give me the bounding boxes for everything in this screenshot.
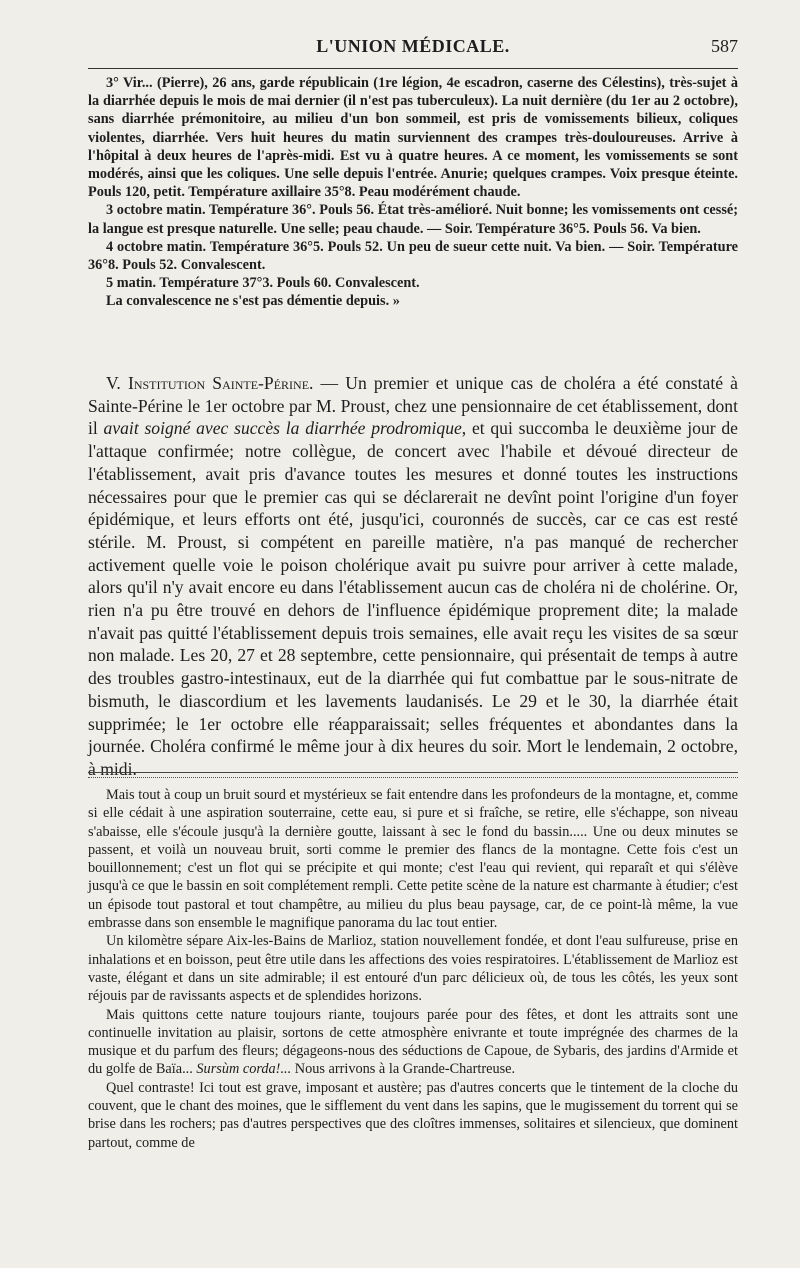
institution-text-cont: , et qui succomba le deuxième jour de l'attaque confirmée; notre collègue, de concert avec l'habile et dévoué directeur de l'établissement, avait pris d'avance toutes les mesures et donné toutes les instructions nécessaires pour que le premier cas qui se déclarerait ne devînt point l'origine d'un foyer épidémique, et leurs efforts ont été, jusqu'ici, couronnés de succès, car ce cas est resté stérile. M. Proust, si compétent en pareille matière, n'a pas manqué de rechercher activement quelle voie le poison cholérique avait pu suivre pour arriver à cette malade, alors qu'il n'y avait encore eu dans l'établissement aucun cas de choléra ni de cholérine. Or, rien n'a pu être trouvé en dehors de l'influence épidémique proprement dite; la malade n'avait pas quitté l'établissement depuis trois semaines, elle avait reçu les visites de sa sœur non malade. Les 20, 27 et 28 septembre, cette pensionnaire, qui présentait de temps à autre des troubles gastro-intestinaux, eut de la diarrhée qui fut combattue par le sous-nitrate de bismuth, le diascordium et les lavements laudanisés. Le 29 et le 30, la diarrhée était supprimée; le 1er octobre elle réapparaissait; selles fréquentes et abondantes dans la journée. Choléra confirmé le même jour à dix heures du soir. Mort le lendemain, 2 octobre, à midi. xyxy=(88,418,738,779)
case-paragraph: La convalescence ne s'est pas démentie depuis. » xyxy=(106,293,400,310)
institution-paragraph xyxy=(88,372,738,781)
case-paragraph: 3° Vir... (Pierre), 26 ans, garde républicain (1re légion, 4e escadron, caserne des Célestins), très-sujet à la diarrhée depuis le mois de mai dernier (il n'est pas tuberculeux). La nuit dernière (du 1er au 2 octobre), sans diarrhée prémonitoire, au milieu d'un bon sommeil, est pris de vomissements bilieux, coliques violentes, diarrhée. Vers huit heures du matin surviennent des crampes très-douloureuses. Arrive à l'hôpital à deux heures de l'après-midi. Est vu à quatre heures. A ce moment, les vomissements se sont modérés, ainsi que les coliques. Une selle depuis l'entrée. Anurie; quelques crampes. Voix presque éteinte. Pouls 120, petit. Température axillaire 35°8. Peau modérément chaude. xyxy=(88,75,738,201)
feuilleton xyxy=(88,786,738,1152)
institution-heading: V. Institution Sainte-Périne. xyxy=(106,373,314,393)
page-number: 587 xyxy=(711,36,738,56)
page-header xyxy=(88,36,738,66)
feuilleton-paragraph: Un kilomètre sépare Aix-les-Bains de Marlioz, station nouvellement fondée, et dont l'eau sulfureuse, prise en inhalations et en boisson, peut être utile dans les affections des voies respiratoires. L'établissement de Marlioz est vaste, élégant et dans un site admirable; il est entouré d'un parc délicieux où, de tous les côtés, les yeux sont réjouis par de ravissants aspects et de splendides horizons. xyxy=(88,933,738,1005)
feuilleton-paragraph: Mais tout à coup un bruit sourd et mystérieux se fait entendre dans les profondeurs de la montagne, et, comme si elle cédait à une aspiration souterraine, cette eau, si pure et si fraîche, se retire, elle s'échappe, son niveau s'abaisse, elle s'écoule jusqu'à la dernière goutte, laissant à sec le fond du bassin..... Une ou deux minutes se passent, et voilà un nouveau bruit, sorti comme le premier des flancs de la montagne. Cette fois c'est un bouillonnement; c'est un flot qui se précipite et qui monte; c'est l'eau qui revient, qui reparaît et qui s'élève jusqu'à ce que le bassin en soit complétement rempli. Cette petite scène de la nature est charmante à étudier; c'est un épisode tout pastoral et tout champêtre, au milieu du plus beau paysage, car, de ce point-là même, la vue embrasse dans son ensemble le magnifique panorama du lac tout entier. xyxy=(88,787,738,932)
journal-title: L'UNION MÉDICALE. xyxy=(316,36,510,56)
feuilleton-text: Mais quittons cette nature toujours riante, toujours parée pour des fêtes, et dont les attraits sont une continuelle invitation au plaisir, sortons de cette atmosphère enivrante et toute imprégnée des charmes de la musique et du parfum des fleurs; dégageons-nous des séductions de Capoue, de Sybaris, des jardins d'Armide et du golfe de Baïa... xyxy=(88,1006,738,1078)
case-paragraph: 4 octobre matin. Température 36°5. Pouls 52. Un peu de sueur cette nuit. Va bien. — Soir. Température 36°8. Pouls 52. Convalescent. xyxy=(88,238,738,274)
header-rule xyxy=(88,68,738,69)
case-report xyxy=(88,74,738,311)
feuilleton-italic: Sursùm corda!... xyxy=(196,1061,292,1078)
feuilleton-divider xyxy=(88,772,738,778)
institution-section xyxy=(88,372,738,781)
feuilleton-paragraph xyxy=(88,1006,738,1079)
feuilleton-paragraph: Quel contraste! Ici tout est grave, imposant et austère; pas d'autres concerts que le tintement de la cloche du couvent, que le chant des moines, que le sifflement du vent dans les sapins, que le mugissement du torrent qui se brise dans les rochers; pas d'autres perspectives que des cloîtres immenses, solitaires et silencieux, que dominent partout, comme de xyxy=(88,1079,738,1151)
feuilleton-text-end: Nous arrivons à la Grande-Chartreuse. xyxy=(291,1061,516,1078)
case-paragraph: 3 octobre matin. Température 36°. Pouls 56. État très-amélioré. Nuit bonne; les vomissements ont cessé; la langue est presque naturelle. Une selle; peau chaude. — Soir. Température 36°5. Pouls 56. Va bien. xyxy=(88,202,738,237)
case-paragraph: 5 matin. Température 37°3. Pouls 60. Convalescent. xyxy=(106,275,420,292)
institution-italic: avait soigné avec succès la diarrhée prodromique xyxy=(103,418,462,439)
institution-text: — Un premier et unique cas de choléra a été constaté à Sainte-Périne le 1er octobre par M. Proust, chez une pensionnaire de cet établissement, dont il xyxy=(88,373,738,439)
